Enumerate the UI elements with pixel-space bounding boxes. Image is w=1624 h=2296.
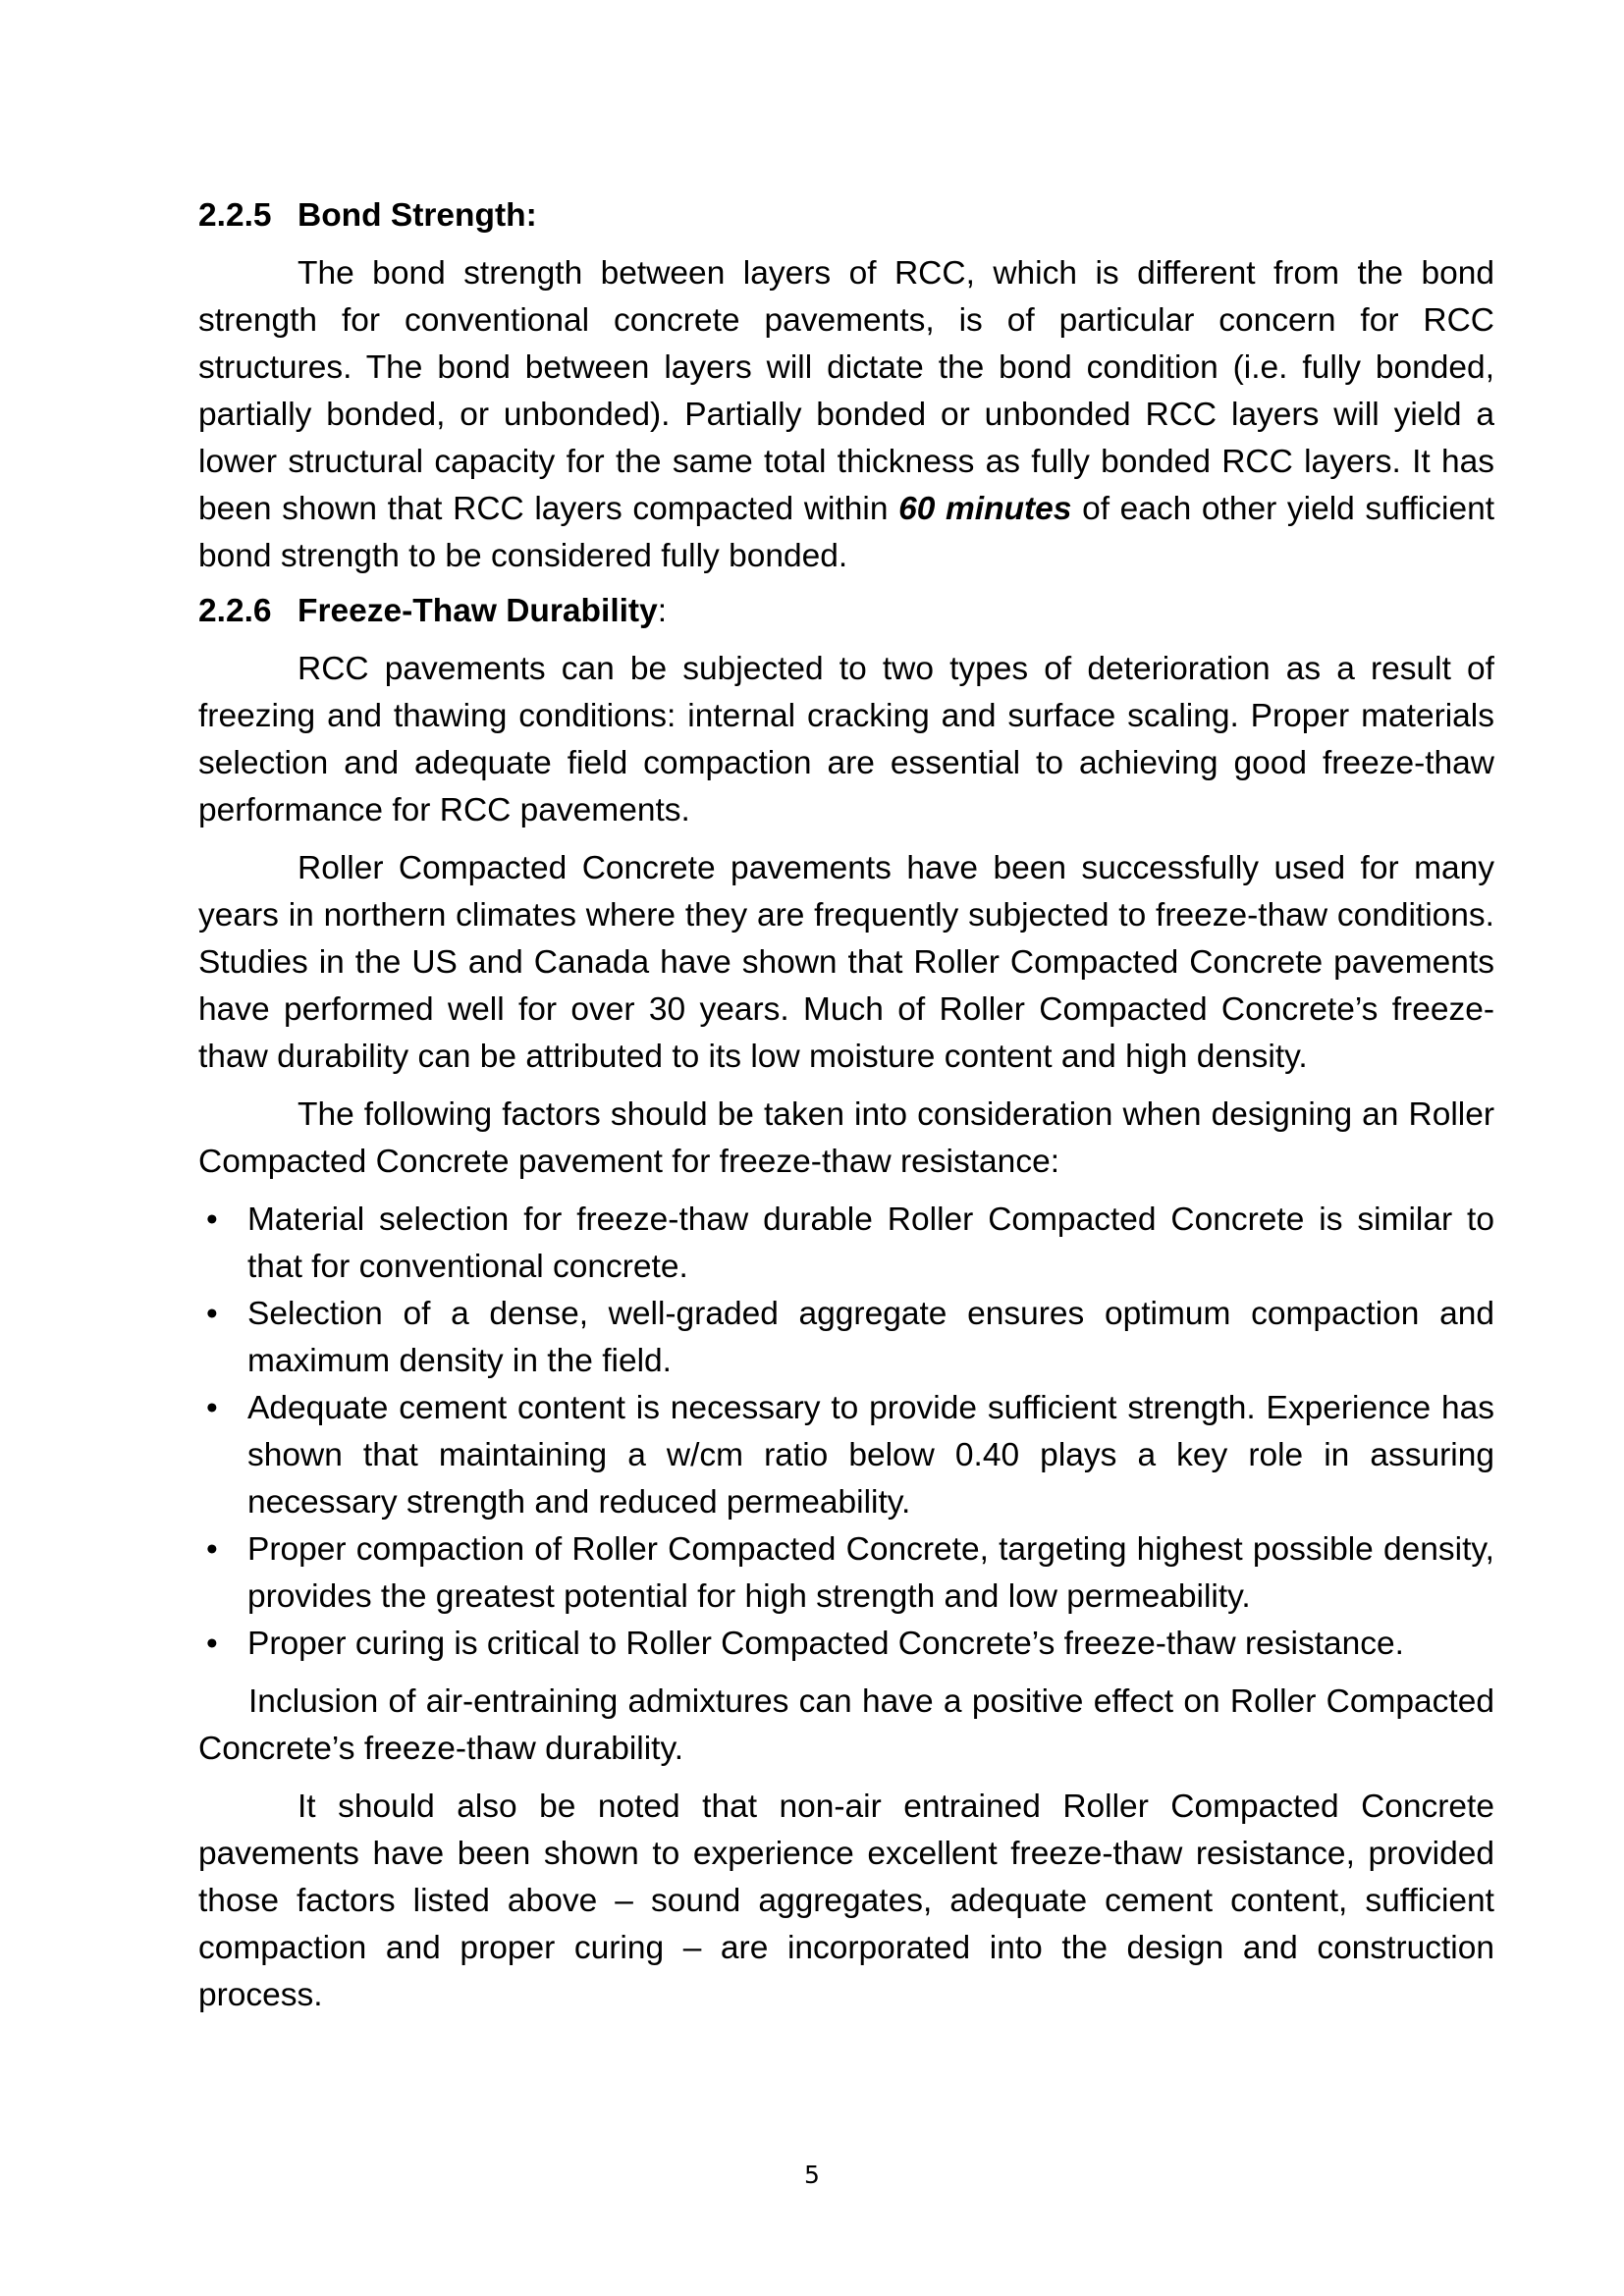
list-item (198, 1291, 1494, 1385)
page-content (198, 192, 1494, 2030)
list-item (198, 1526, 1494, 1621)
bullet-icon: • (206, 1390, 218, 1426)
section-title: Bond Strength: (298, 197, 537, 234)
factors-list (198, 1197, 1494, 1668)
section-number: 2.2.5 (198, 197, 272, 234)
list-item-text: Proper curing is critical to Roller Compacted Concrete’s freeze-thaw resistance. (247, 1626, 1404, 1662)
section-heading-freeze-thaw (198, 588, 1494, 635)
climate-paragraph: Roller Compacted Concrete pavements have been successfully used for many years in northern climates where they are frequently subjected to freeze-thaw conditions. Studies in the US and Canada have shown that Roller Compacted Concrete pavements have performed well for over 30 years. Much of Roller Compacted Concrete’s freeze-thaw durability can be attributed to its low moisture content and high density. (198, 850, 1494, 1075)
air-entraining-paragraph: Inclusion of air-entraining admixtures can have a positive effect on Roller Compacted Concrete’s freeze-thaw durability. (198, 1683, 1494, 1767)
bond-strength-paragraph (198, 250, 1494, 580)
bond-strength-text-end: of each other yield sufficient bond strength to be considered fully bonded. (198, 491, 1495, 574)
deterioration-paragraph: RCC pavements can be subjected to two types of deterioration as a result of freezing and thawing conditions: internal cracking and surface scaling. Proper materials selection and adequate field compaction are essential to achieving good freeze-thaw performance for RCC pavements. (198, 651, 1494, 828)
time-emphasis: 60 minutes (898, 491, 1072, 527)
list-item (198, 1385, 1494, 1526)
page-number: 5 (804, 2161, 820, 2189)
bullet-icon: • (206, 1201, 218, 1238)
closing-paragraph: It should also be noted that non-air entrained Roller Compacted Concrete pavements have been shown to experience excellent freeze-thaw resistance, provided those factors listed above – sound aggregates, adequate cement content, sufficient compaction and proper curing – are incorporated into the design and construction process. (198, 1789, 1494, 2013)
list-item-text: Proper compaction of Roller Compacted Concrete, targeting highest possible density, provides the greatest potential for high strength and low permeability. (247, 1531, 1494, 1615)
section-title-colon: : (657, 593, 668, 629)
section-title: Freeze-Thaw Durability (298, 593, 658, 629)
list-item (198, 1197, 1494, 1291)
bullet-icon: • (206, 1626, 218, 1662)
list-item-text: Material selection for freeze-thaw durable Roller Compacted Concrete is similar to that for conventional concrete. (247, 1201, 1494, 1285)
factors-intro-paragraph: The following factors should be taken into consideration when designing an Roller Compacted Concrete pavement for freeze-thaw resistance: (198, 1096, 1494, 1180)
section-heading-bond-strength (198, 192, 1494, 240)
bullet-icon: • (206, 1531, 218, 1568)
list-item-text: Selection of a dense, well-graded aggregate ensures optimum compaction and maximum density in the field. (247, 1296, 1494, 1379)
bond-strength-text-start: The bond strength between layers of RCC, which is different from the bond strength for conventional concrete pavements, is of particular concern for RCC structures. The bond between layers will dictate the bond condition (i.e. fully bonded, partially bonded, or unbonded). Partially bonded or unbonded RCC layers will yield a lower structural capacity for the same total thickness as fully bonded RCC layers. It has been shown that RCC layers compacted within (198, 255, 1494, 527)
list-item (198, 1621, 1494, 1668)
list-item-text: Adequate cement content is necessary to provide sufficient strength. Experience has shown that maintaining a w/cm ratio below 0.40 plays a key role in assuring necessary strength and reduced permeability. (247, 1390, 1494, 1521)
section-number: 2.2.6 (198, 593, 272, 629)
bullet-icon: • (206, 1296, 218, 1332)
